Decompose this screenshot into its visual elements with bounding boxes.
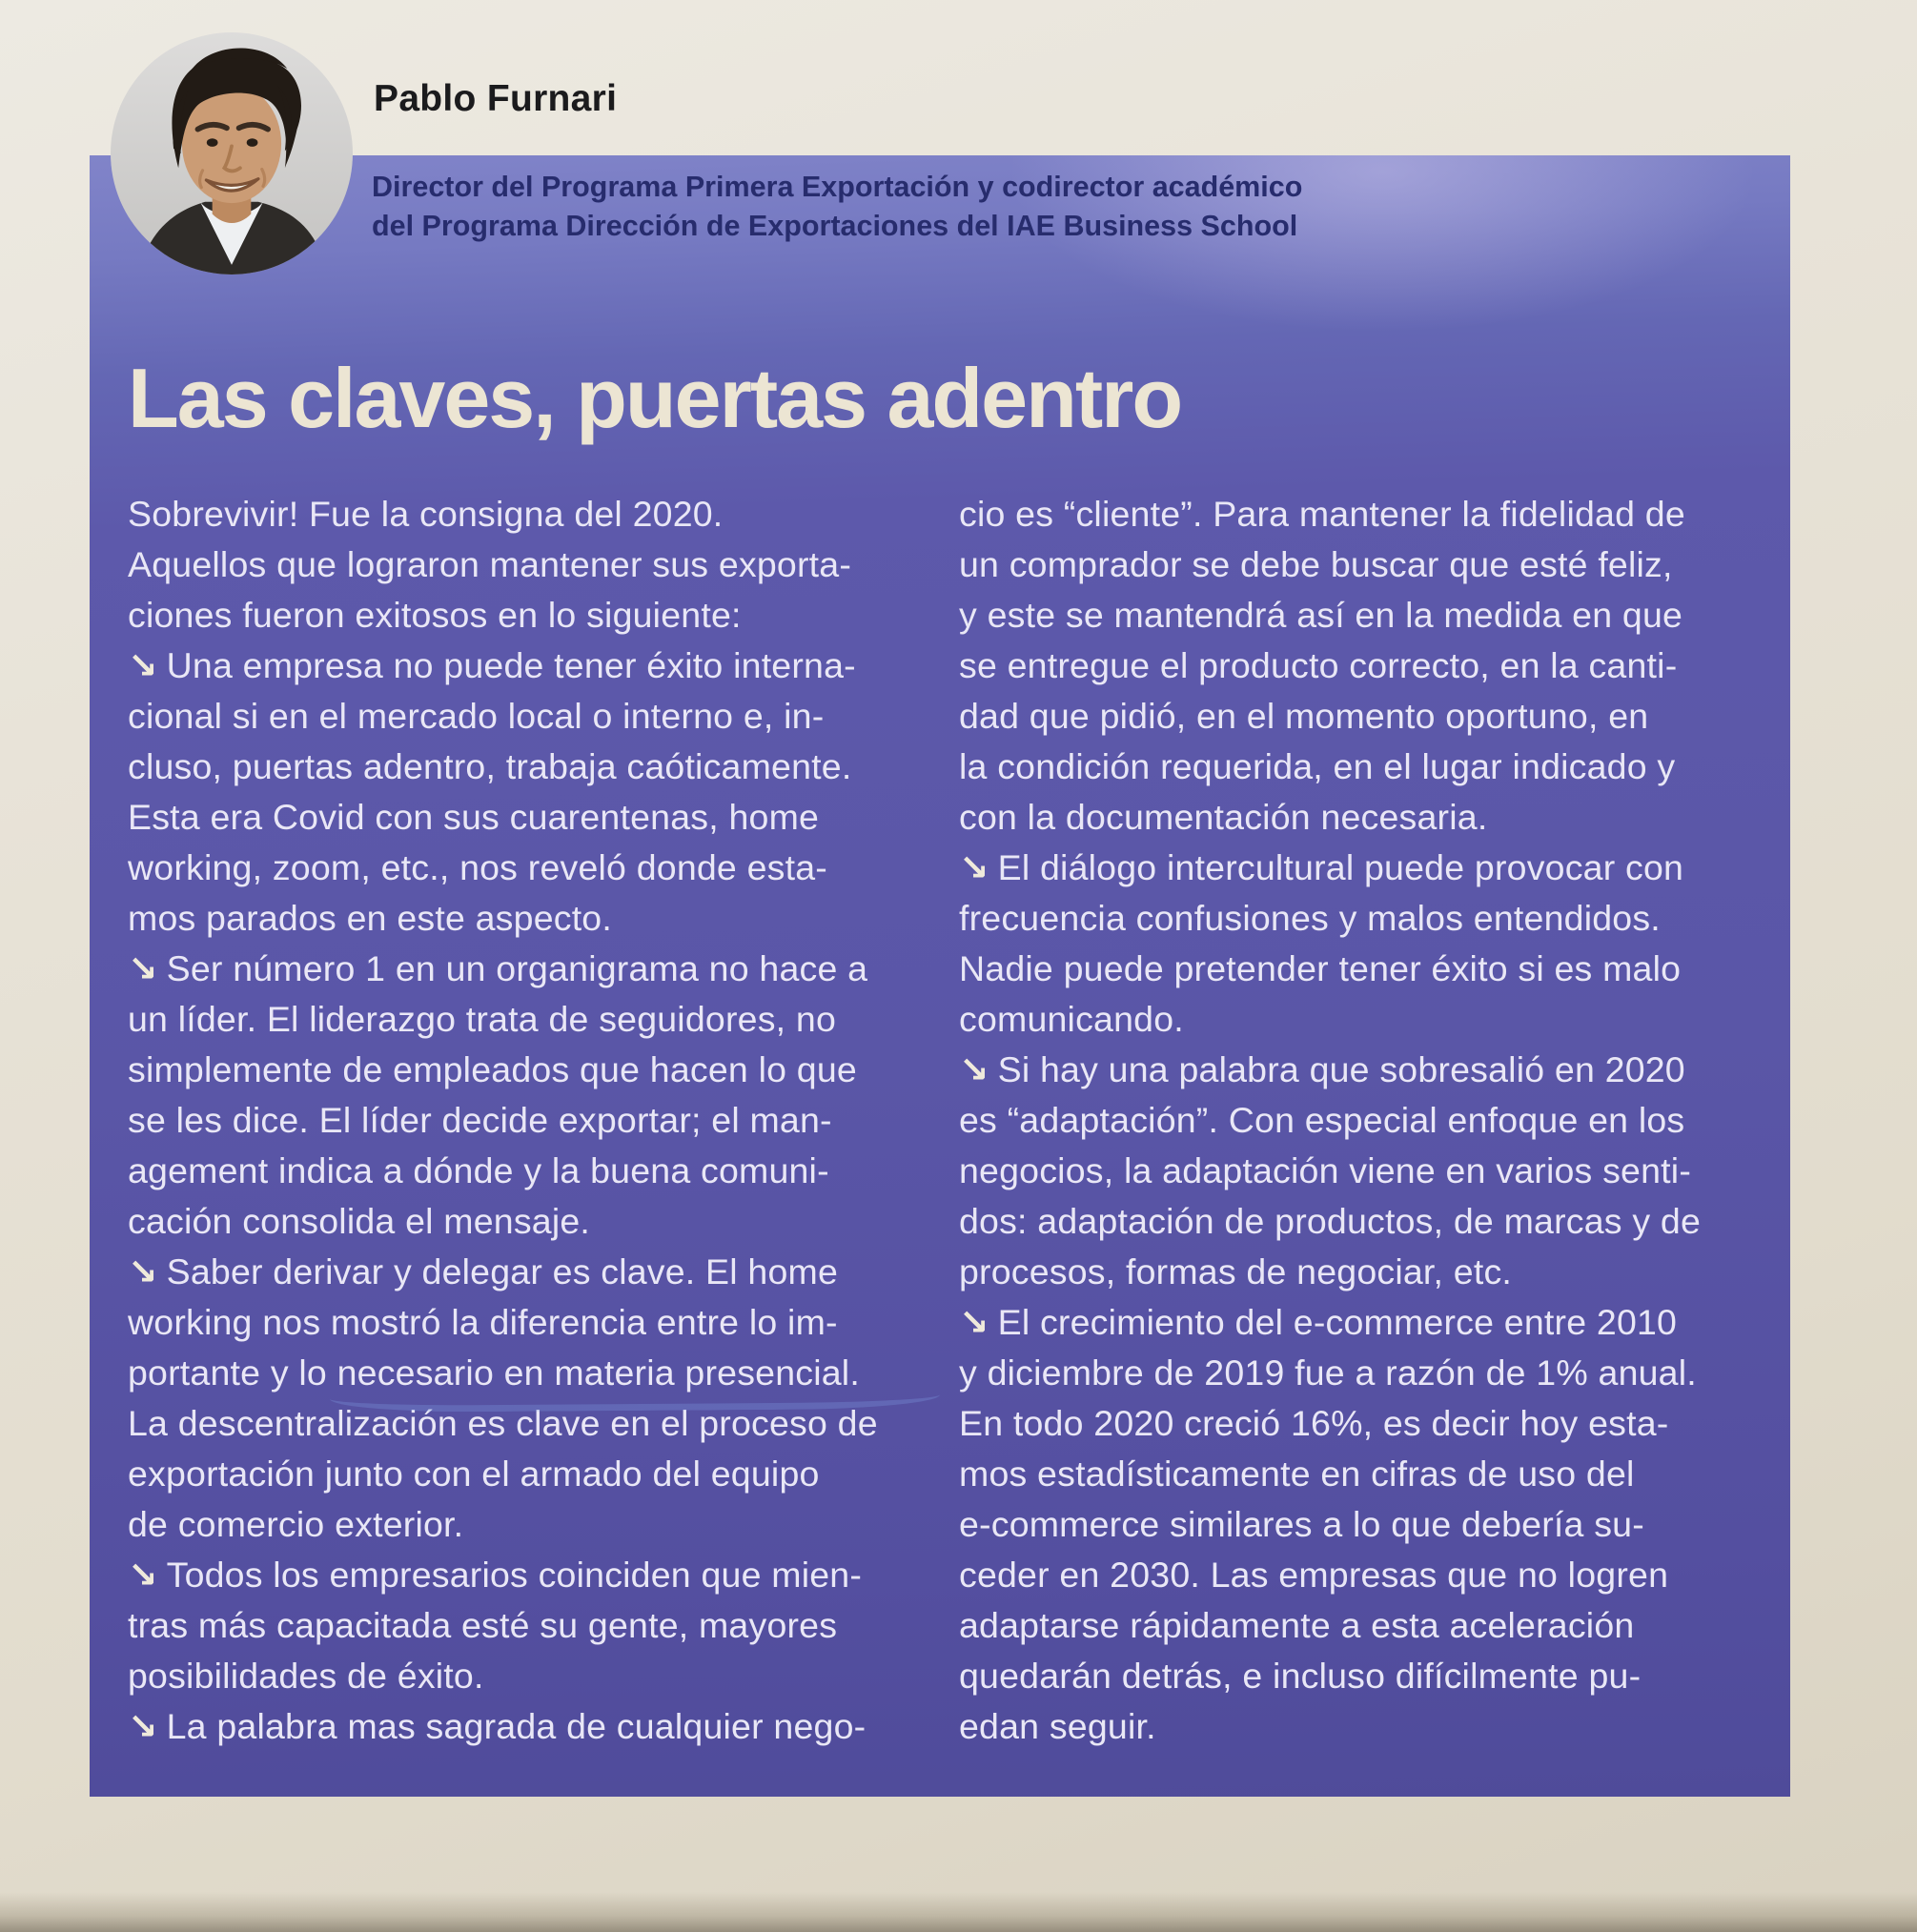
bullet-arrow-icon: ↘ (959, 1048, 989, 1090)
text-line: cio es “cliente”. Para mantener la fidelidad de (959, 494, 1685, 534)
bullet-arrow-icon: ↘ (128, 947, 158, 989)
text-line-content: Saber derivar y delegar es clave. El home (166, 1251, 839, 1291)
author-name: Pablo Furnari (374, 78, 618, 119)
article-title: Las claves, puertas adentro (128, 351, 1182, 445)
ink-smudge (330, 1381, 940, 1413)
bullet-arrow-icon: ↘ (128, 1705, 158, 1747)
text-line: adaptarse rápidamente a esta aceleración (959, 1605, 1635, 1645)
text-line-content: Todos los empresarios coinciden que mien- (166, 1555, 863, 1595)
text-line: y este se mantendrá así en la medida en que (959, 595, 1683, 635)
text-line: En todo 2020 creció 16%, es decir hoy esta- (959, 1403, 1669, 1443)
text-line: mos parados en este aspecto. (128, 898, 612, 938)
text-line: Aquellos que lograron mantener sus exporta- (128, 544, 852, 584)
text-line: de comercio exterior. (128, 1504, 464, 1544)
bullet-arrow-icon: ↘ (959, 846, 989, 888)
text-line: Esta era Covid con sus cuarentenas, home (128, 797, 820, 837)
text-line: cación consolida el mensaje. (128, 1201, 591, 1241)
text-line: quedarán detrás, e incluso difícilmente pu- (959, 1656, 1642, 1696)
text-line: cluso, puertas adentro, trabaja caóticamente. (128, 746, 852, 786)
text-line: mos estadísticamente en cifras de uso del (959, 1454, 1635, 1494)
text-line: exportación junto con el armado del equipo (128, 1454, 820, 1494)
text-line: comunicando. (959, 999, 1184, 1039)
author-role (372, 168, 1302, 246)
text-line-content: Una empresa no puede tener éxito interna- (166, 645, 856, 685)
bullet-arrow-icon: ↘ (959, 1301, 989, 1343)
text-line: working nos mostró la diferencia entre lo im- (128, 1302, 838, 1342)
article-column-left (128, 489, 909, 1752)
text-line: ceder en 2030. Las empresas que no logren (959, 1555, 1669, 1595)
text-line: simplemente de empleados que hacen lo que (128, 1049, 857, 1089)
text-line: se les dice. El líder decide exportar; el man- (128, 1100, 832, 1140)
text-line: cional si en el mercado local o interno e, in- (128, 696, 825, 736)
text-line: portante y lo necesario en materia presencial. (128, 1352, 860, 1393)
article-columns (128, 489, 1758, 1752)
text-line: un líder. El liderazgo trata de seguidores, no (128, 999, 836, 1039)
text-line: la condición requerida, en el lugar indicado y (959, 746, 1676, 786)
text-line (959, 1045, 1758, 1095)
bullet-arrow-icon: ↘ (128, 1251, 158, 1292)
text-line: agement indica a dónde y la buena comuni- (128, 1150, 829, 1190)
text-line: y diciembre de 2019 fue a razón de 1% anual. (959, 1352, 1697, 1393)
text-line-content: La palabra mas sagrada de cualquier nego- (166, 1706, 867, 1746)
article-card (90, 155, 1790, 1797)
text-line: un comprador se debe buscar que esté feliz, (959, 544, 1673, 584)
text-line: edan seguir. (959, 1706, 1156, 1746)
text-line: negocios, la adaptación viene en varios senti- (959, 1150, 1692, 1190)
author-photo (111, 32, 353, 275)
text-line: Nadie puede pretender tener éxito si es malo (959, 948, 1682, 988)
text-line (128, 641, 909, 691)
text-line (128, 1701, 909, 1752)
text-line (959, 843, 1758, 893)
text-line: working, zoom, etc., nos reveló donde esta- (128, 847, 827, 887)
page-bottom-shadow (0, 1892, 1917, 1932)
text-line: dos: adaptación de productos, de marcas y de (959, 1201, 1702, 1241)
text-line-content: El crecimiento del e-commerce entre 2010 (997, 1302, 1678, 1342)
text-line-content: El diálogo intercultural puede provocar con (997, 847, 1684, 887)
author-role-line-2: del Programa Dirección de Exportaciones del IAE Business School (372, 210, 1298, 242)
text-line: se entregue el producto correcto, en la canti- (959, 645, 1678, 685)
text-line (128, 944, 909, 994)
text-line: tras más capacitada esté su gente, mayores (128, 1605, 838, 1645)
text-line: procesos, formas de negociar, etc. (959, 1251, 1513, 1291)
text-line: con la documentación necesaria. (959, 797, 1488, 837)
text-line: Sobrevivir! Fue la consigna del 2020. (128, 494, 724, 534)
text-line: frecuencia confusiones y malos entendidos. (959, 898, 1661, 938)
bullet-arrow-icon: ↘ (128, 644, 158, 686)
text-line: e-commerce similares a lo que debería su- (959, 1504, 1644, 1544)
author-role-line-1: Director del Programa Primera Exportación y codirector académico (372, 171, 1303, 203)
text-line: dad que pidió, en el momento oportuno, en (959, 696, 1649, 736)
text-line: posibilidades de éxito. (128, 1656, 484, 1696)
bullet-arrow-icon: ↘ (128, 1554, 158, 1596)
article-column-right (959, 489, 1758, 1752)
text-line (959, 1297, 1758, 1348)
text-line: ciones fueron exitosos en lo siguiente: (128, 595, 742, 635)
author-portrait-illustration (111, 32, 353, 275)
text-line: La descentralización es clave en el proceso de (128, 1403, 878, 1443)
text-line (128, 1247, 909, 1297)
text-line-content: Ser número 1 en un organigrama no hace a (166, 948, 868, 988)
text-line: es “adaptación”. Con especial enfoque en los (959, 1100, 1685, 1140)
text-line (128, 1550, 909, 1600)
text-line-content: Si hay una palabra que sobresalió en 2020 (997, 1049, 1685, 1089)
